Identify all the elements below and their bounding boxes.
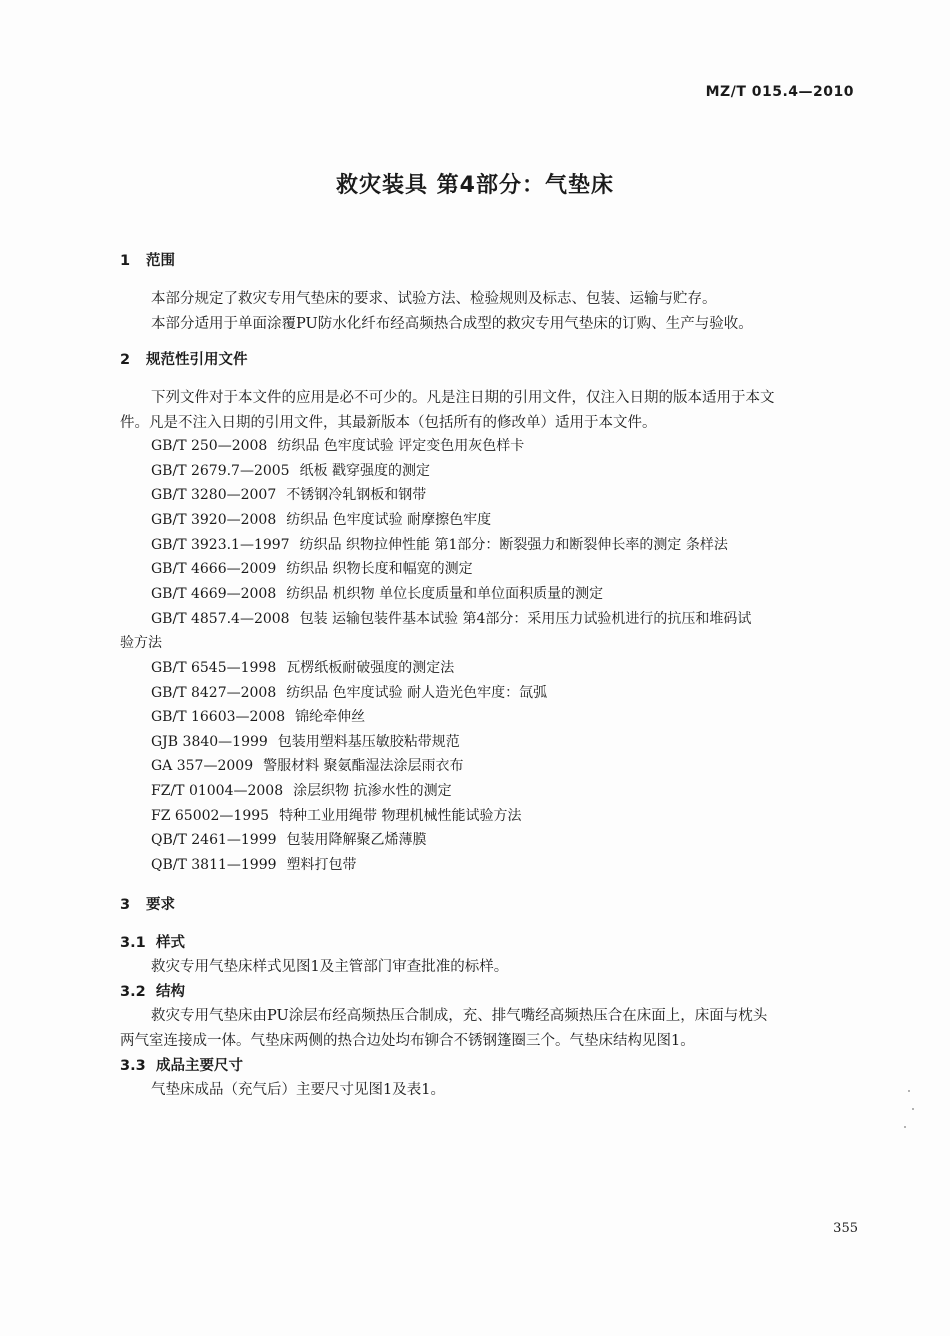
reference-item	[151, 731, 460, 751]
section-2-heading	[120, 348, 248, 369]
paragraph: 件。凡是不注入日期的引用文件，其最新版本（包括所有的修改单）适用于本文件。	[120, 415, 657, 431]
reference-item	[151, 706, 365, 726]
reference-title: 瓦楞纸板耐破强度的测定法	[286, 660, 455, 676]
standard-number: MZ/T 015.4—2010	[705, 84, 854, 100]
section-title: 要求	[146, 897, 175, 913]
reference-title: 纺织品 机织物 单位长度质量和单位面积质量的测定	[286, 586, 604, 602]
reference-title: 纸板 戳穿强度的测定	[299, 463, 431, 479]
reference-code: GB/T 250—2008	[151, 438, 268, 454]
reference-title: 纺织品 色牢度试验 评定变色用灰色样卡	[277, 438, 525, 454]
reference-code: GB/T 3280—2007	[151, 487, 277, 503]
reference-item	[151, 829, 427, 849]
reference-code: GB/T 4669—2008	[151, 586, 277, 602]
subsection-number: 3.1	[120, 935, 146, 951]
subsection-title: 样式	[156, 935, 185, 951]
reference-item	[151, 509, 491, 529]
reference-code: GB/T 8427—2008	[151, 685, 277, 701]
section-number: 2	[120, 352, 131, 368]
reference-title: 包装用降解聚乙烯薄膜	[286, 832, 427, 848]
section-number: 3	[120, 897, 131, 913]
paragraph: 本部分规定了救灾专用气垫床的要求、试验方法、检验规则及标志、包装、运输与贮存。	[151, 291, 717, 307]
section-title: 规范性引用文件	[146, 352, 248, 368]
reference-code: GB/T 16603—2008	[151, 709, 286, 725]
reference-item	[151, 435, 524, 455]
section-title: 范围	[146, 253, 175, 269]
reference-item	[151, 608, 751, 628]
reference-title: 包装 运输包装件基本试验 第4部分：采用压力试验机进行的抗压和堆码试	[299, 611, 752, 627]
paragraph: 气垫床成品（充气后）主要尺寸见图1及表1。	[151, 1082, 445, 1098]
reference-code: FZ/T 01004—2008	[151, 783, 284, 799]
reference-title: 警服材料 聚氨酯湿法涂层雨衣布	[263, 758, 464, 774]
subsection-3-3-heading	[120, 1054, 243, 1075]
reference-item	[151, 558, 473, 578]
scan-speck	[908, 1090, 910, 1092]
reference-item	[151, 460, 430, 480]
paragraph: 救灾专用气垫床由PU涂层布经高频热压合制成，充、排气嘴经高频热压合在床面上，床面与枕头	[151, 1008, 768, 1024]
document-title: 救灾装具 第4部分：气垫床	[336, 173, 614, 198]
subsection-3-2-heading	[120, 980, 185, 1001]
reference-item	[151, 854, 357, 874]
reference-title: 锦纶牵伸丝	[295, 709, 366, 725]
paragraph: 本部分适用于单面涂覆PU防水化纤布经高频热合成型的救灾专用气垫床的订购、生产与验收。	[151, 316, 753, 332]
paragraph: 两气室连接成一体。气垫床两侧的热合边处均布铆合不锈钢篷圈三个。气垫床结构见图1。	[120, 1033, 695, 1049]
reference-title: 特种工业用绳带 物理机械性能试验方法	[279, 808, 522, 824]
reference-title: 涂层织物 抗渗水性的测定	[293, 783, 452, 799]
reference-continuation: 验方法	[120, 635, 162, 651]
reference-code: GB/T 3923.1—1997	[151, 537, 290, 553]
section-1-heading	[120, 249, 175, 270]
reference-code: QB/T 2461—1999	[151, 832, 277, 848]
subsection-title: 结构	[156, 984, 185, 1000]
reference-code: GB/T 6545—1998	[151, 660, 277, 676]
reference-title: 塑料打包带	[286, 857, 357, 873]
reference-title: 不锈钢冷轧钢板和钢带	[286, 487, 427, 503]
reference-code: QB/T 3811—1999	[151, 857, 277, 873]
reference-code: GB/T 2679.7—2005	[151, 463, 290, 479]
subsection-title: 成品主要尺寸	[156, 1058, 243, 1074]
section-number: 1	[120, 253, 131, 269]
reference-title: 纺织品 织物长度和幅宽的测定	[286, 561, 473, 577]
subsection-number: 3.2	[120, 984, 146, 1000]
reference-item	[151, 682, 547, 702]
reference-item	[151, 780, 452, 800]
reference-title: 纺织品 色牢度试验 耐人造光色牢度：氙弧	[286, 685, 548, 701]
reference-code: GJB 3840—1999	[151, 734, 268, 750]
reference-item	[151, 484, 426, 504]
reference-code: GB/T 4666—2009	[151, 561, 277, 577]
reference-code: GB/T 4857.4—2008	[151, 611, 290, 627]
reference-item	[151, 534, 728, 554]
scan-speck	[904, 1126, 906, 1128]
reference-code: FZ 65002—1995	[151, 808, 270, 824]
reference-title: 包装用塑料基压敏胶粘带规范	[277, 734, 460, 750]
paragraph: 救灾专用气垫床样式见图1及主管部门审查批准的标样。	[151, 959, 509, 975]
reference-code: GA 357—2009	[151, 758, 254, 774]
reference-item	[151, 755, 464, 775]
reference-title: 纺织品 色牢度试验 耐摩擦色牢度	[286, 512, 492, 528]
section-3-heading	[120, 893, 175, 914]
reference-item	[151, 805, 522, 825]
paragraph: 下列文件对于本文件的应用是必不可少的。凡是注日期的引用文件，仅注入日期的版本适用于本文	[151, 390, 775, 406]
scan-speck	[912, 1108, 914, 1110]
reference-title: 纺织品 织物拉伸性能 第1部分：断裂强力和断裂伸长率的测定 条样法	[299, 537, 728, 553]
reference-item	[151, 657, 454, 677]
subsection-3-1-heading	[120, 931, 185, 952]
subsection-number: 3.3	[120, 1058, 146, 1074]
reference-item	[151, 583, 603, 603]
reference-code: GB/T 3920—2008	[151, 512, 277, 528]
page-number: 355	[833, 1221, 858, 1236]
